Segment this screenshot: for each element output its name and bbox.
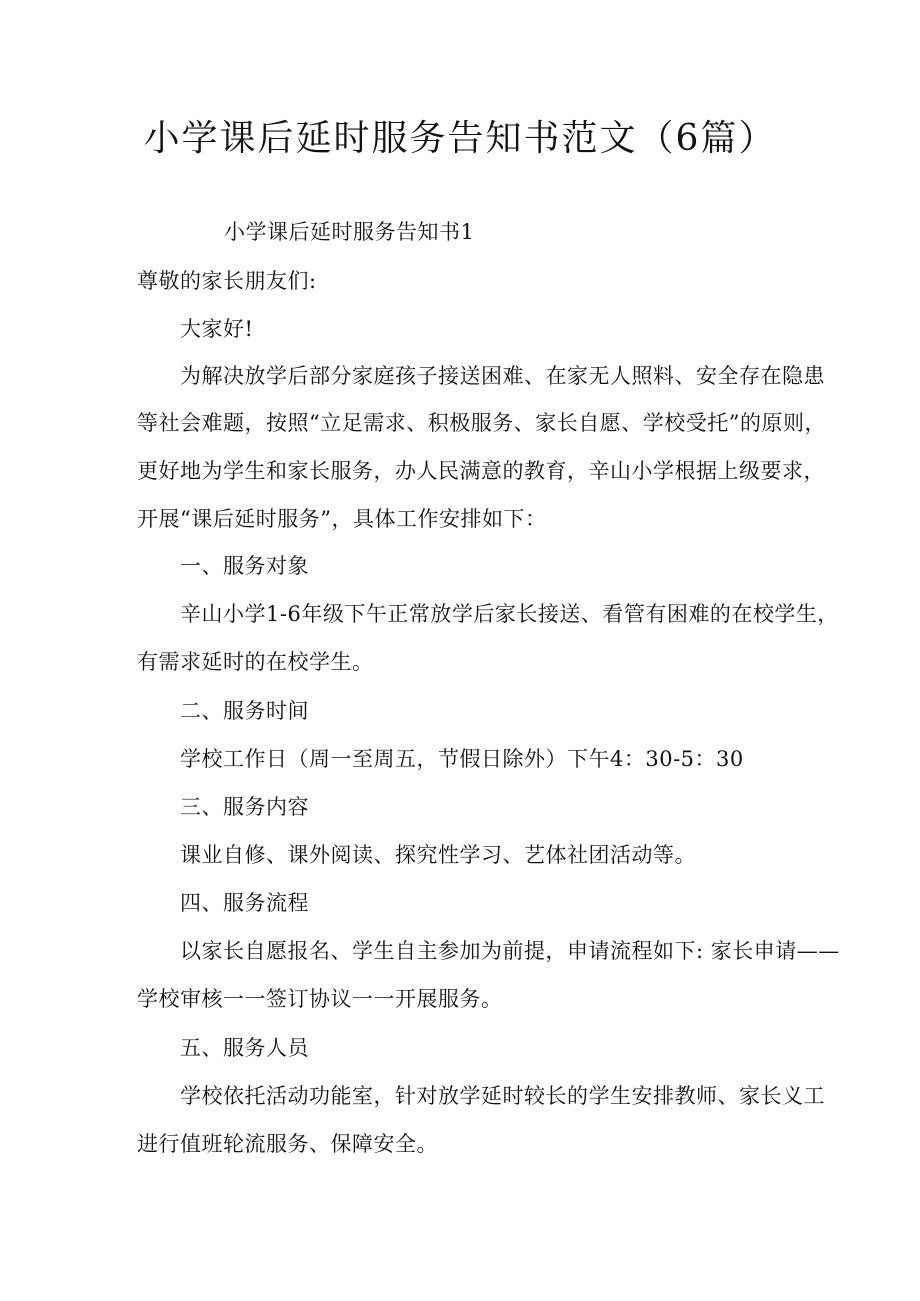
section-heading: 二、服务时间 xyxy=(180,699,309,723)
paragraph-line: 有需求延时的在校学生。 xyxy=(137,650,374,674)
section-heading: 一、服务对象 xyxy=(180,554,309,578)
greeting: 大家好! xyxy=(180,317,254,341)
letter-subtitle: 小学课后延时服务告知书1 xyxy=(224,220,475,244)
paragraph-line: 课业自修、课外阅读、探究性学习、艺体社团活动等。 xyxy=(180,843,696,867)
paragraph-line: 为解决放学后部分家庭孩子接送困难、在家无人照料、安全存在隐患 xyxy=(180,364,825,388)
section-heading: 四、服务流程 xyxy=(180,891,309,915)
salutation: 尊敬的家长朋友们: xyxy=(137,269,317,293)
paragraph-line: 等社会难题，按照“立足需求、积极服务、家长自愿、学校受托”的原则， xyxy=(137,411,826,435)
paragraph-line: 以家长自愿报名、学生自主参加为前提，申请流程如下: 家长申请—— xyxy=(180,939,840,963)
paragraph-line: 辛山小学1-6年级下午正常放学后家长接送、看管有困难的在校学生， xyxy=(180,602,839,626)
paragraph-line: 学校工作日（周一至周五，节假日除外）下午4：30-5：30 xyxy=(180,747,744,771)
paragraph-line: 更好地为学生和家长服务，办人民满意的教育，辛山小学根据上级要求， xyxy=(137,459,825,483)
paragraph-line: 学校依托活动功能室，针对放学延时较长的学生安排教师、家长义工 xyxy=(180,1084,825,1108)
paragraph-line: 学校审核一一签订协议一一开展服务。 xyxy=(137,987,503,1011)
document-title: 小学课后延时服务告知书范文（6篇） xyxy=(143,118,777,159)
paragraph-line: 进行值班轮流服务、保障安全。 xyxy=(137,1132,438,1156)
section-heading: 三、服务内容 xyxy=(180,795,309,819)
paragraph-line: 开展“课后延时服务”，具体工作安排如下： xyxy=(137,507,547,531)
section-heading: 五、服务人员 xyxy=(180,1036,309,1060)
